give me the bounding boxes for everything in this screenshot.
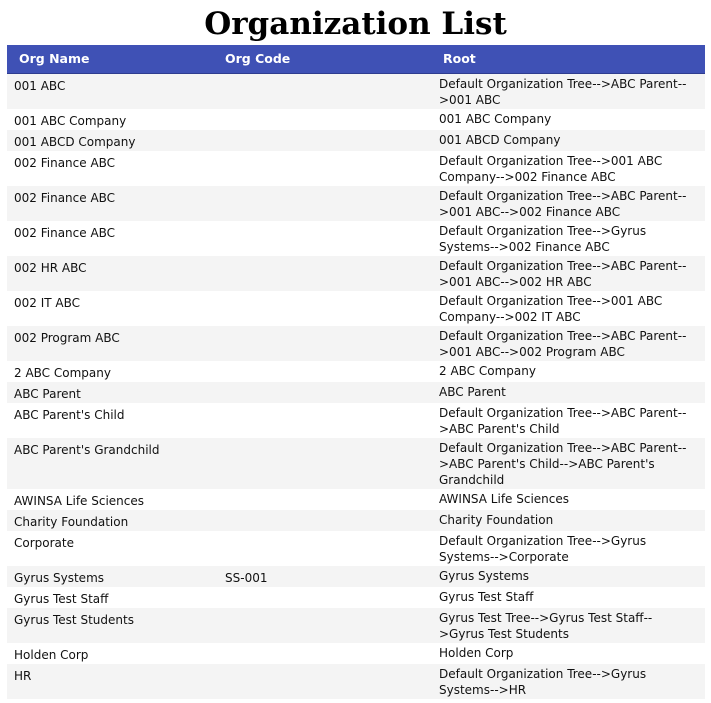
org-code-cell [215,608,433,643]
root-cell: Holden Corp [439,645,514,660]
root-cell: Gyrus Systems [439,568,530,583]
root-cell: Default Organization Tree-->ABC Parent-->ABC Parent's Child-->ABC Parent's Grandchild [439,440,687,487]
org-name-cell: 002 Program ABC [14,330,120,345]
root-cell: 001 ABCD Company [439,132,561,147]
table-row [7,403,705,438]
org-name-cell: 002 HR ABC [14,260,87,275]
org-name-cell: 001 ABC [14,78,66,93]
root-cell: Gyrus Test Tree-->Gyrus Test Staff-->Gyrus Test Students [439,610,653,641]
table-row [7,531,705,566]
org-code-cell [215,109,433,130]
table-row [7,510,705,531]
root-cell: AWINSA Life Sciences [439,491,570,506]
table-row [7,566,705,587]
org-code-cell: SS-001 [225,570,268,585]
org-code-cell [215,326,433,361]
org-name-cell: 001 ABCD Company [14,134,136,149]
table-row [7,256,705,291]
column-header-org-code[interactable]: Org Code [215,45,433,73]
org-name-cell: Gyrus Test Staff [14,591,109,606]
table-row [7,489,705,510]
root-cell: Default Organization Tree-->Gyrus Systems-->002 Finance ABC [439,223,647,254]
root-cell: Default Organization Tree-->ABC Parent-->ABC Parent's Child [439,405,687,436]
org-code-cell [215,664,433,699]
table-row [7,109,705,130]
org-code-cell [215,291,433,326]
table-row [7,438,705,489]
root-cell: Charity Foundation [439,512,554,527]
org-name-cell: Corporate [14,535,74,550]
page-title: Organization List [204,6,507,42]
org-code-cell [215,531,433,566]
org-code-cell [215,186,433,221]
table-row [7,326,705,361]
table-row [7,151,705,186]
root-cell: Default Organization Tree-->Gyrus Systems-->HR [439,666,647,697]
root-cell: Default Organization Tree-->001 ABC Company-->002 Finance ABC [439,153,663,184]
root-cell: Default Organization Tree-->001 ABC Company-->002 IT ABC [439,293,663,324]
org-name-cell: 002 Finance ABC [14,225,116,240]
table-row [7,291,705,326]
table-row [7,382,705,403]
table-row [7,221,705,256]
table-row [7,73,705,109]
table-row [7,608,705,643]
table-row [7,664,705,699]
org-name-cell: AWINSA Life Sciences [14,493,145,508]
table-row [7,361,705,382]
org-name-cell: Holden Corp [14,647,89,662]
org-code-cell [215,73,433,109]
org-code-cell [215,489,433,510]
org-code-cell [215,130,433,151]
org-code-cell [215,361,433,382]
org-name-cell: 001 ABC Company [14,113,127,128]
root-cell: Default Organization Tree-->ABC Parent-->001 ABC-->002 Program ABC [439,328,687,359]
org-code-cell [215,510,433,531]
org-name-cell: ABC Parent's Child [14,407,125,422]
org-code-cell [215,403,433,438]
org-code-cell [215,256,433,291]
table-row [7,186,705,221]
root-cell: Default Organization Tree-->ABC Parent-->001 ABC [439,76,687,107]
org-code-cell [215,587,433,608]
org-code-cell [215,643,433,664]
org-code-cell [215,151,433,186]
org-name-cell: Charity Foundation [14,514,129,529]
org-name-cell: ABC Parent's Grandchild [14,442,160,457]
table-row [7,130,705,151]
organization-table [7,45,705,699]
root-cell: Default Organization Tree-->Gyrus Systems-->Corporate [439,533,647,564]
org-name-cell: 002 IT ABC [14,295,81,310]
org-code-cell [215,382,433,403]
org-name-cell: HR [14,668,32,683]
table-body [7,73,705,699]
column-header-root[interactable]: Root [433,45,705,73]
root-cell: ABC Parent [439,384,506,399]
org-name-cell: 002 Finance ABC [14,190,116,205]
org-name-cell: 002 Finance ABC [14,155,116,170]
column-header-org-name[interactable]: Org Name [7,45,215,73]
table-row [7,587,705,608]
org-code-cell [215,221,433,256]
org-name-cell: Gyrus Test Students [14,612,134,627]
root-cell: 2 ABC Company [439,363,536,378]
table-header [7,45,705,73]
org-code-cell [215,438,433,489]
header-row [7,45,705,73]
root-cell: 001 ABC Company [439,111,552,126]
root-cell: Gyrus Test Staff [439,589,534,604]
root-cell: Default Organization Tree-->ABC Parent-->001 ABC-->002 Finance ABC [439,188,687,219]
org-name-cell: 2 ABC Company [14,365,111,380]
table-row [7,643,705,664]
org-name-cell: Gyrus Systems [14,570,105,585]
org-name-cell: ABC Parent [14,386,81,401]
root-cell: Default Organization Tree-->ABC Parent-->001 ABC-->002 HR ABC [439,258,687,289]
